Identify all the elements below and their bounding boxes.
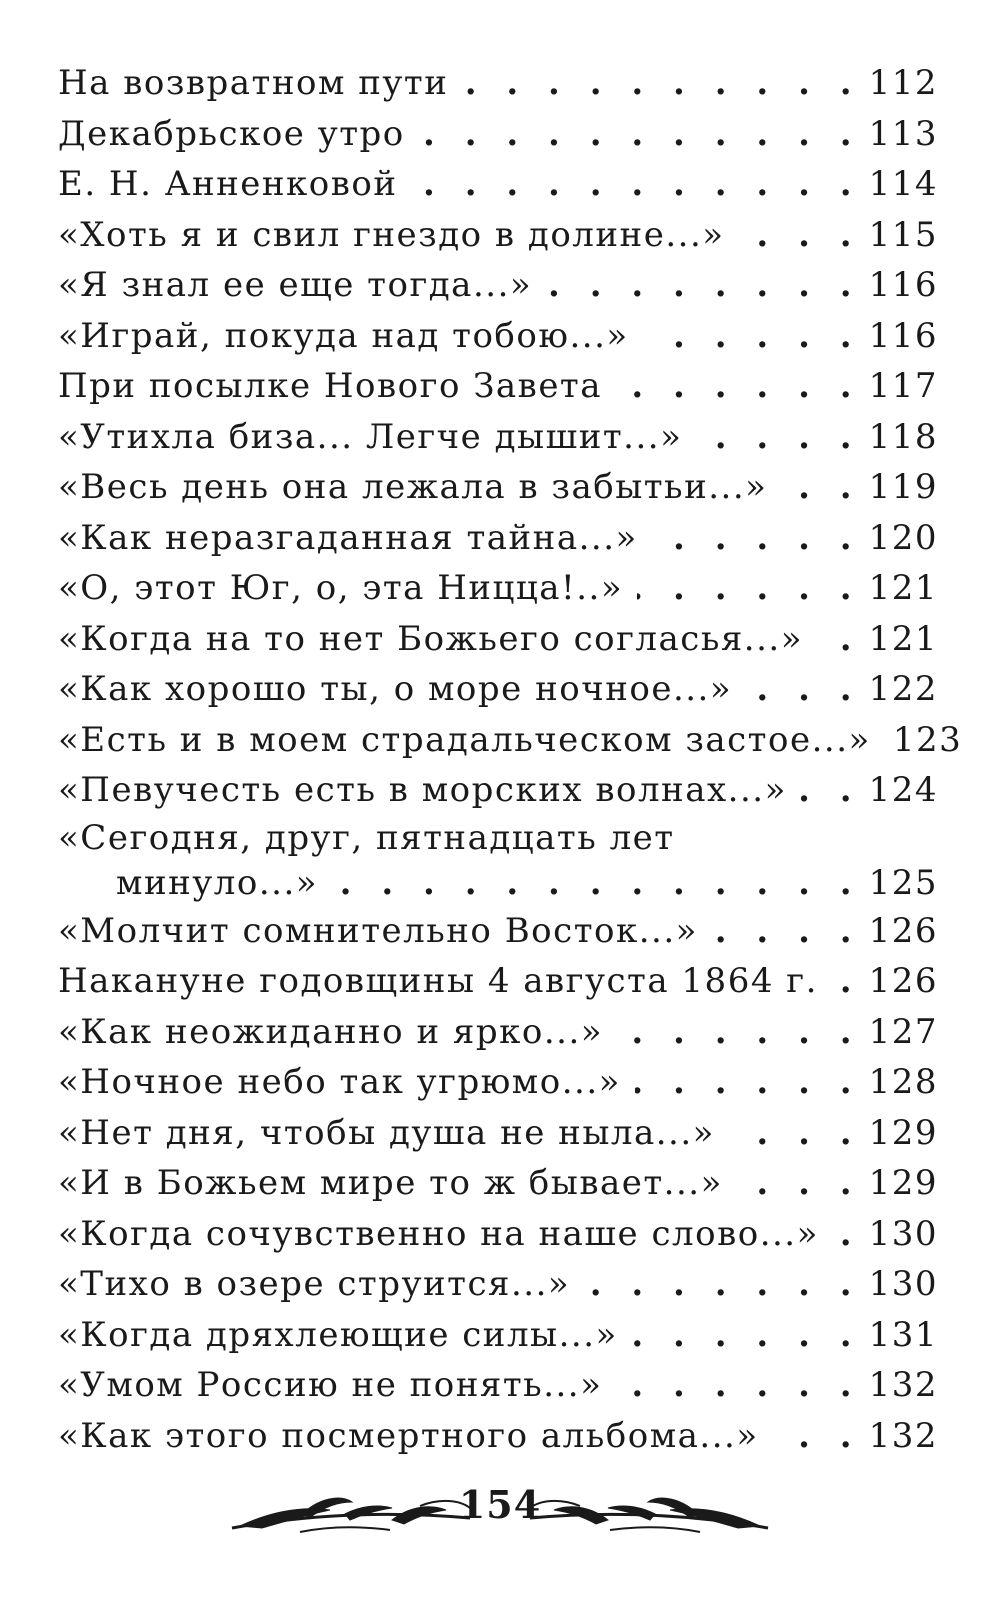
toc-entry-page: 130 (868, 1213, 938, 1254)
toc-entry-page: 113 (868, 113, 938, 154)
toc-entry-title: «Я знал ее еще тогда...» (58, 265, 533, 305)
toc-entry-page: 127 (868, 1011, 938, 1052)
dot-leader (637, 563, 860, 614)
dot-leader (616, 361, 861, 412)
toc-entry (58, 311, 938, 362)
toc-entry (58, 715, 963, 766)
toc-entry-page: 126 (868, 910, 938, 951)
toc-entry (58, 513, 938, 564)
dot-leader (546, 260, 860, 311)
toc-entry-page: 119 (868, 467, 938, 507)
dot-leader (832, 956, 861, 1007)
dot-leader (652, 513, 861, 564)
toc-entry (58, 956, 938, 1007)
toc-entry-page: 118 (868, 416, 938, 457)
toc-entry-first-line (58, 816, 938, 860)
toc-entry-page: 123 (892, 719, 963, 760)
toc-entry (58, 1360, 938, 1411)
toc-entry-page: 112 (868, 63, 938, 103)
toc-entry-continuation (58, 860, 938, 906)
dot-leader (632, 1310, 861, 1361)
toc-entry-title: «Нет дня, чтобы душа не ныла...» (58, 1112, 715, 1153)
toc-entry-title: «Как неразгаданная тайна...» (58, 517, 638, 558)
dot-leader (737, 1158, 861, 1209)
toc-entry (58, 1057, 938, 1108)
toc-entry (58, 159, 938, 210)
dot-leader (419, 109, 861, 160)
toc-entry (58, 260, 938, 311)
toc-entry-title: «Умом Россию не понять...» (58, 1365, 603, 1405)
page-footer (0, 1476, 1000, 1546)
dot-leader (739, 210, 861, 261)
toc-entry-page: 114 (868, 164, 938, 204)
dot-leader (712, 906, 861, 957)
toc-entry-title: Е. Н. Анненковой (58, 164, 398, 204)
toc-entry (58, 58, 938, 109)
toc-entry (58, 1259, 938, 1310)
toc-entry-title-continuation: минуло...» (116, 862, 319, 903)
toc-entry (58, 109, 938, 160)
page-number: 154 (458, 1482, 542, 1527)
toc-entry-title: «Как этого посмертного альбома...» (58, 1415, 759, 1456)
toc-entry (58, 664, 938, 715)
toc-entry (58, 1007, 938, 1058)
toc-entry-page: 125 (868, 862, 938, 903)
toc-entry (58, 1158, 938, 1209)
toc-entry-title: «Сегодня, друг, пятнадцать лет (58, 817, 675, 858)
toc-entry-title: «Когда сочувственно на наше слово...» (58, 1213, 819, 1254)
dot-leader (412, 159, 861, 210)
toc-entry-title: «И в Божьем мире то ж бывает...» (58, 1163, 723, 1203)
toc-entry (58, 1310, 938, 1361)
toc-entry (58, 614, 938, 665)
toc-entry (58, 462, 938, 513)
toc-entry (58, 563, 938, 614)
toc-entry (58, 765, 938, 816)
toc-entry (58, 1209, 938, 1260)
toc-entry-title: «Ночное небо так угрюмо...» (58, 1062, 621, 1102)
toc-entry-page: 124 (868, 770, 938, 810)
dot-leader (773, 1411, 861, 1462)
toc-entry-page: 115 (868, 214, 938, 255)
toc-entry-title: Накануне годовщины 4 августа 1864 г. (58, 961, 818, 1001)
dot-leader (746, 664, 860, 715)
dot-leader (729, 1108, 861, 1159)
dot-leader (332, 860, 861, 906)
dot-leader (635, 1057, 861, 1108)
toc-entry-page: 132 (868, 1365, 938, 1405)
dot-leader (781, 462, 860, 513)
dot-leader (584, 1259, 860, 1310)
toc-entry-title: «Как хорошо ты, о море ночное...» (58, 669, 733, 709)
table-of-contents (58, 58, 963, 1461)
toc-entry-page: 121 (868, 618, 938, 659)
toc-entry-title: Декабрьское утро (58, 113, 405, 154)
toc-entry (58, 412, 938, 463)
toc-entry-title: «Играй, покуда над тобою...» (58, 315, 629, 356)
toc-entry (58, 361, 938, 412)
toc-entry-page: 128 (868, 1062, 938, 1102)
toc-entry-title: При посылке Нового Завета (58, 366, 603, 406)
toc-entry-page: 122 (868, 669, 938, 709)
toc-entry (58, 1108, 938, 1159)
toc-entry-title: «Утихла биза... Легче дышит...» (58, 416, 683, 457)
toc-entry-title: «О, этот Юг, о, эта Ницца!..» (58, 568, 624, 608)
dot-leader (817, 614, 861, 665)
toc-entry-title: «Когда дряхлеющие силы...» (58, 1314, 618, 1355)
toc-entry-page: 132 (868, 1415, 938, 1456)
toc-entry (58, 906, 938, 957)
toc-entry-page: 121 (868, 568, 938, 608)
dot-leader (462, 58, 860, 109)
toc-entry-page: 116 (868, 315, 938, 356)
dot-leader (801, 765, 861, 816)
toc-entry (58, 1411, 938, 1462)
toc-entry-title: «Есть и в моем страдальческом застое...» (58, 719, 871, 760)
toc-entry-title: На возвратном пути (58, 63, 449, 103)
toc-entry-title: «Как неожиданно и ярко...» (58, 1011, 604, 1052)
toc-entry-page: 130 (868, 1264, 938, 1304)
toc-entry-page: 117 (868, 366, 938, 406)
toc-entry-title: «Весь день она лежала в забытьи...» (58, 467, 768, 507)
toc-entry-title: «Когда на то нет Божьего согласья...» (58, 618, 804, 659)
toc-entry (58, 210, 938, 261)
toc-entry-title: «Тихо в озере струится...» (58, 1264, 571, 1304)
toc-entry-page: 131 (868, 1314, 938, 1355)
dot-leader (616, 1360, 860, 1411)
toc-entry-page: 126 (868, 961, 938, 1001)
toc-entry-page: 129 (868, 1112, 938, 1153)
dot-leader (643, 311, 861, 362)
toc-entry-page: 129 (868, 1163, 938, 1203)
toc-entry-title: «Певучесть есть в морских волнах...» (58, 770, 787, 810)
dot-leader (833, 1209, 861, 1260)
dot-leader (617, 1007, 861, 1058)
toc-entry-title: «Хоть я и свил гнездо в долине...» (58, 214, 725, 255)
toc-entry-page: 116 (868, 265, 938, 305)
toc-entry-title: «Молчит сомнительно Восток...» (58, 910, 698, 951)
toc-entry-page: 120 (868, 517, 938, 558)
dot-leader (696, 412, 860, 463)
